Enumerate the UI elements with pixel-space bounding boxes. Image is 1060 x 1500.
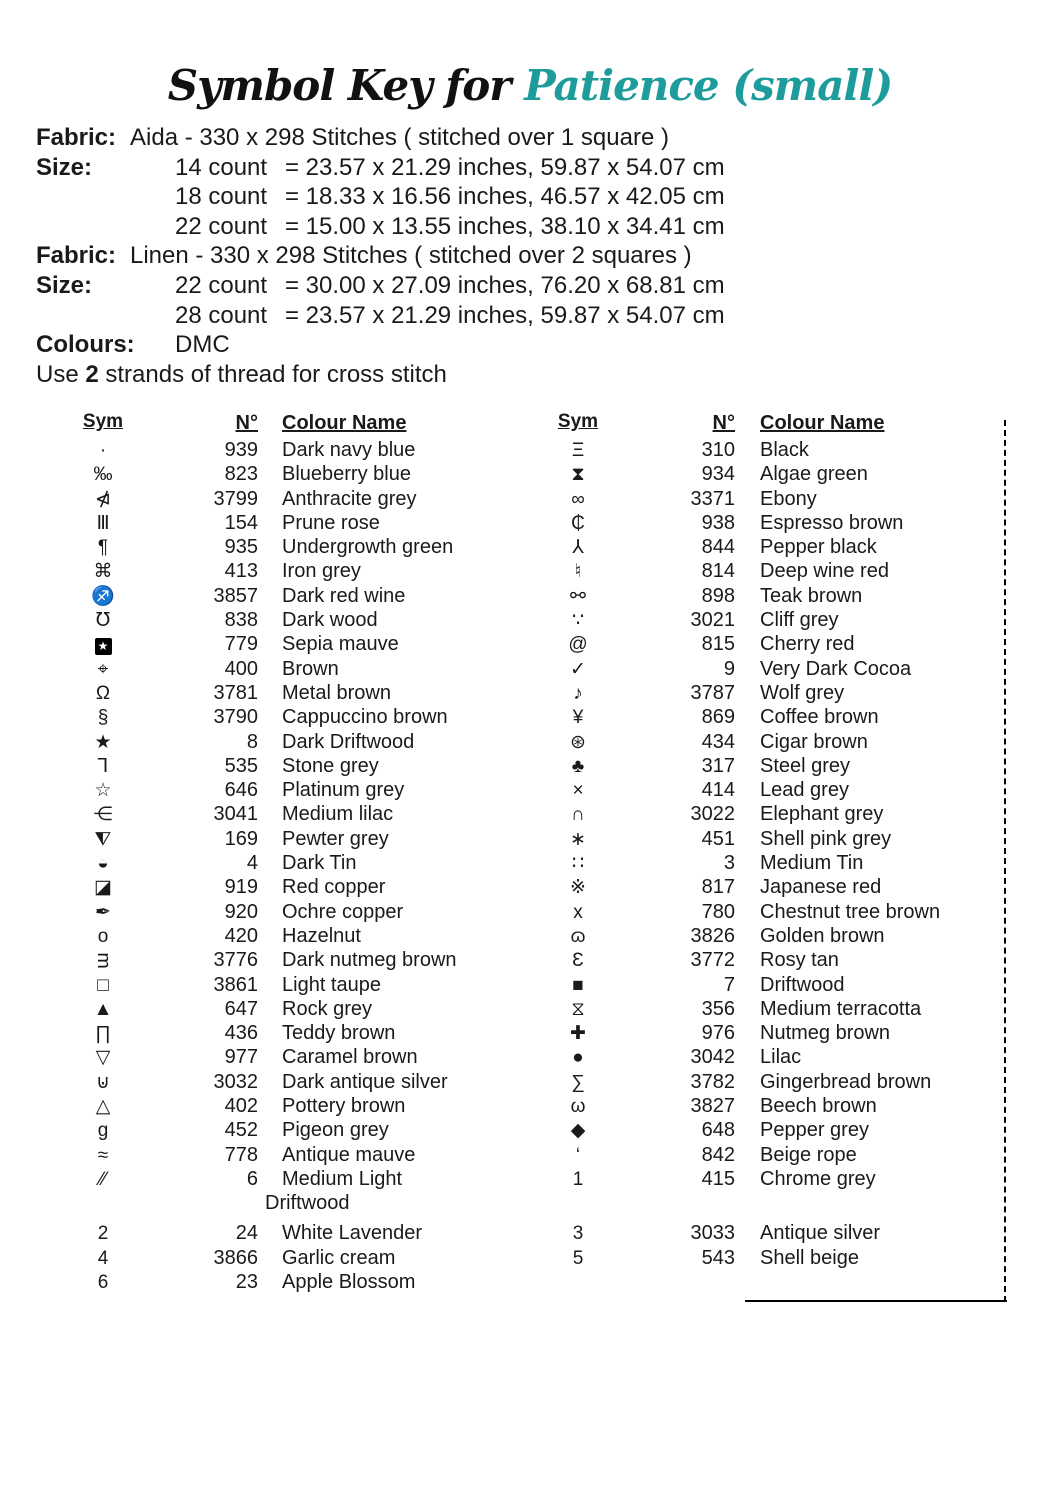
table-row xyxy=(66,511,1060,535)
thread-number: 3790 xyxy=(213,706,258,729)
thread-number: 3782 xyxy=(690,1070,735,1093)
thread-number: 543 xyxy=(701,1246,735,1269)
colour-name: Undergrowth green xyxy=(282,536,454,559)
stitch-symbol: □ xyxy=(97,974,109,996)
header-sym: Sym xyxy=(557,411,599,433)
stitch-symbol: △ xyxy=(95,1096,111,1117)
thread-number: 844 xyxy=(701,536,735,559)
stitch-symbol: ω xyxy=(570,1096,586,1117)
stitch-symbol: ᴟ xyxy=(97,950,109,972)
stitch-symbol: ¥ xyxy=(572,707,584,729)
stitch-symbol: 4 xyxy=(97,1247,109,1269)
stitch-symbol: ★ xyxy=(94,731,112,753)
colour-name: Medium Tin xyxy=(760,852,864,875)
colour-name: Blueberry blue xyxy=(282,463,411,486)
colour-name: Golden brown xyxy=(760,924,885,947)
stitch-symbol: 3 xyxy=(572,1223,584,1245)
colour-name: Light taupe xyxy=(282,973,381,996)
count-value: 28 count xyxy=(175,301,268,329)
page-title xyxy=(0,0,1060,110)
colours-label: Colours: xyxy=(36,331,135,359)
colour-name: Lilac xyxy=(760,1046,802,1069)
table-row xyxy=(66,1094,1060,1118)
table-row xyxy=(66,973,1060,997)
table-row xyxy=(66,463,1060,487)
colour-name: Shell pink grey xyxy=(760,827,892,850)
size-line xyxy=(36,301,1060,331)
thread-number: 815 xyxy=(701,633,735,656)
table-row xyxy=(66,657,1060,681)
colour-name: Gingerbread brown xyxy=(760,1070,932,1093)
colour-name: Pigeon grey xyxy=(282,1119,389,1142)
thread-number: 7 xyxy=(723,973,735,996)
colour-name: Chestnut tree brown xyxy=(760,900,941,923)
thread-number: 3041 xyxy=(213,803,258,826)
colour-name: Iron grey xyxy=(282,560,361,583)
stitch-symbol: ⧨ xyxy=(94,828,112,850)
colour-name: Rock grey xyxy=(282,997,373,1020)
stitch-symbol: ∑ xyxy=(571,1071,585,1093)
stitch-symbol: ♮ xyxy=(574,561,582,583)
colour-name: Lead grey xyxy=(760,779,849,802)
table-row xyxy=(66,1270,1060,1294)
stitch-symbol: ● xyxy=(572,1047,584,1069)
table-row xyxy=(66,681,1060,705)
stitch-symbol: ⚯ xyxy=(570,585,586,607)
stitch-symbol: x xyxy=(573,901,583,923)
thread-number: 3033 xyxy=(690,1222,735,1245)
header-sym: Sym xyxy=(82,411,124,433)
thread-number: 3371 xyxy=(690,487,735,510)
size-label: Size: xyxy=(36,271,93,299)
colour-name: Dark nutmeg brown xyxy=(282,949,457,972)
symbol-key-table xyxy=(66,412,1060,1294)
table-row xyxy=(66,924,1060,948)
thread-number: 3776 xyxy=(213,949,258,972)
colour-name: Sepia mauve xyxy=(282,633,399,656)
fabric-line-linen xyxy=(36,241,1060,271)
stitch-symbol: o xyxy=(97,925,109,947)
size-line xyxy=(36,182,1060,212)
table-row xyxy=(66,997,1060,1021)
thread-number: 434 xyxy=(701,730,735,753)
colour-name: White Lavender xyxy=(282,1222,423,1245)
strands-line: Use 2 strands of thread for cross stitch xyxy=(36,360,447,388)
colour-name: Garlic cream xyxy=(282,1246,396,1269)
header-number: N° xyxy=(712,412,735,435)
thread-number: 814 xyxy=(701,560,735,583)
thread-number: 3042 xyxy=(690,1046,735,1069)
stitch-symbol: ■ xyxy=(572,974,584,996)
table-row xyxy=(66,1119,1060,1143)
thread-number: 780 xyxy=(701,900,735,923)
colour-name: Dark Driftwood xyxy=(282,730,415,753)
fabric-line-aida xyxy=(36,123,1060,153)
colour-name: Pepper black xyxy=(760,536,877,559)
table-row xyxy=(66,1070,1060,1094)
stitch-symbol: ‘ xyxy=(575,1144,581,1166)
thread-number: 3772 xyxy=(690,949,735,972)
header-colour-name: Colour Name xyxy=(760,412,885,435)
stitch-symbol: ≈ xyxy=(97,1144,109,1166)
thread-number: 3032 xyxy=(213,1070,258,1093)
colour-name: Dark red wine xyxy=(282,584,406,607)
colour-name: Cigar brown xyxy=(760,730,868,753)
colour-name: Coffee brown xyxy=(760,706,879,729)
thread-number: 842 xyxy=(701,1143,735,1166)
key-table-rows xyxy=(66,438,1060,1294)
page-title-prefix: Symbol Key for xyxy=(167,61,525,110)
colour-name: Apple Blossom xyxy=(282,1271,416,1294)
colour-name: Shell beige xyxy=(760,1246,859,1269)
stitch-symbol: ✚ xyxy=(570,1023,586,1045)
thread-number: 317 xyxy=(701,754,735,777)
thread-number: 402 xyxy=(224,1095,258,1117)
dimensions-value: = 18.33 x 16.56 inches, 46.57 x 42.05 cm xyxy=(285,183,725,211)
colour-name: Wolf grey xyxy=(760,681,845,704)
stitch-symbol: ‰ xyxy=(93,464,113,486)
stitch-symbol: ▲ xyxy=(93,998,113,1020)
table-bottom-border xyxy=(745,1300,1007,1302)
stitch-symbol: ♪ xyxy=(573,682,583,704)
colour-name: Antique silver xyxy=(760,1222,881,1245)
thread-number: 939 xyxy=(224,438,258,461)
dimensions-value: = 30.00 x 27.09 inches, 76.20 x 68.81 cm xyxy=(285,271,725,299)
colour-name: Metal brown xyxy=(282,681,391,704)
stitch-symbol: g xyxy=(97,1120,109,1142)
table-row xyxy=(66,1046,1060,1070)
thread-number: 3799 xyxy=(213,487,258,510)
thread-number: 400 xyxy=(224,657,258,680)
thread-number: 869 xyxy=(701,706,735,729)
colour-name: Beige rope xyxy=(760,1143,857,1166)
thread-number: 838 xyxy=(224,609,258,632)
thread-number: 356 xyxy=(701,997,735,1020)
size-label: Size: xyxy=(36,153,93,181)
colour-name: Prune rose xyxy=(282,511,380,534)
stitch-symbol: ◒ xyxy=(97,853,109,875)
colour-name: Espresso brown xyxy=(760,511,904,534)
stitch-symbol: ∗ xyxy=(570,828,586,850)
thread-number: 646 xyxy=(224,779,258,802)
thread-number: 3827 xyxy=(690,1095,735,1117)
header-colour-name: Colour Name xyxy=(282,412,407,435)
colour-name: Teak brown xyxy=(760,584,863,607)
table-row xyxy=(66,1143,1060,1167)
stitch-symbol: ☆ xyxy=(94,780,112,802)
size-line xyxy=(36,153,1060,183)
stitch-symbol: ⅄ xyxy=(572,537,584,559)
pattern-info xyxy=(36,123,1060,389)
table-row xyxy=(66,536,1060,560)
thread-number: 919 xyxy=(224,876,258,899)
stitch-symbol: 2 xyxy=(97,1223,109,1245)
stitch-symbol: ♐ xyxy=(91,585,115,607)
stitch-symbol: ♣ xyxy=(571,755,585,777)
colour-name: Driftwood xyxy=(265,1192,350,1215)
stitch-symbol: ✒ xyxy=(95,901,111,923)
colour-name: Deep wine red xyxy=(760,560,889,583)
stitch-symbol: ℧ xyxy=(95,610,111,632)
thread-number: 3857 xyxy=(213,584,258,607)
fabric-value: Linen - 330 x 298 Stitches ( stitched over 2 squares ) xyxy=(130,242,692,270)
table-row xyxy=(66,949,1060,973)
colour-name: Very Dark Cocoa xyxy=(760,657,912,680)
thread-number: 648 xyxy=(701,1119,735,1142)
size-line xyxy=(36,212,1060,242)
thread-number: 3781 xyxy=(213,681,258,704)
thread-number: 920 xyxy=(224,900,258,923)
stitch-symbol: ⁄⁄ xyxy=(99,1168,107,1190)
thread-number: 976 xyxy=(701,1022,735,1045)
stitch-symbol: ⌖ xyxy=(97,658,109,680)
thread-number: 3861 xyxy=(213,973,258,996)
colour-name: Nutmeg brown xyxy=(760,1022,891,1045)
stitch-symbol: ◆ xyxy=(570,1120,586,1142)
stitch-symbol: @ xyxy=(568,634,588,656)
thread-number: 4 xyxy=(246,852,258,875)
thread-number: 823 xyxy=(224,463,258,486)
thread-number: 647 xyxy=(224,997,258,1020)
thread-number: 3787 xyxy=(690,681,735,704)
dimensions-value: = 23.57 x 21.29 inches, 59.87 x 54.07 cm xyxy=(285,301,725,329)
stitch-symbol: ⧗ xyxy=(571,464,585,486)
colour-name: Medium lilac xyxy=(282,803,394,826)
thread-number: 9 xyxy=(723,657,735,680)
thread-number: 3826 xyxy=(690,924,735,947)
colour-name: Platinum grey xyxy=(282,779,405,802)
colour-name: Dark Tin xyxy=(282,852,357,875)
thread-number: 8 xyxy=(246,730,258,753)
colour-name: Ochre copper xyxy=(282,900,404,923)
stitch-symbol: ⋲ xyxy=(93,804,113,826)
table-row xyxy=(66,1021,1060,1045)
table-row xyxy=(66,706,1060,730)
colour-name: Chrome grey xyxy=(760,1167,876,1190)
thread-number: 779 xyxy=(224,633,258,656)
colour-name: Ebony xyxy=(760,487,817,510)
table-header-row xyxy=(66,412,1060,438)
colour-name: Driftwood xyxy=(760,973,845,996)
fabric-value: Aida - 330 x 298 Stitches ( stitched over 1 square ) xyxy=(130,124,669,151)
colour-name: Stone grey xyxy=(282,754,379,777)
stitch-symbol: ⋪ xyxy=(95,488,111,510)
pattern-name: Patience (small) xyxy=(524,61,893,110)
stitch-symbol: Ω xyxy=(95,682,111,704)
colour-name: Pottery brown xyxy=(282,1095,406,1117)
table-row xyxy=(66,1246,1060,1270)
thread-number: 6 xyxy=(246,1167,258,1190)
thread-number: 3 xyxy=(723,852,735,875)
table-row xyxy=(66,803,1060,827)
stitch-symbol: Ⅲ xyxy=(96,512,110,534)
thread-number: 414 xyxy=(701,779,735,802)
colour-name: Beech brown xyxy=(760,1095,877,1117)
fabric-label: Fabric: xyxy=(36,242,117,270)
colour-name: Cherry red xyxy=(760,633,855,656)
thread-number: 413 xyxy=(224,560,258,583)
colour-name: Antique mauve xyxy=(282,1143,416,1166)
colour-name: Red copper xyxy=(282,876,386,899)
size-line xyxy=(36,271,1060,301)
stitch-symbol: ¶ xyxy=(97,537,109,559)
stitch-symbol: ∷ xyxy=(571,853,585,875)
table-row xyxy=(66,730,1060,754)
count-value: 18 count xyxy=(175,183,268,211)
colour-name: Black xyxy=(760,438,809,461)
table-row xyxy=(66,754,1060,778)
thread-number: 3021 xyxy=(690,609,735,632)
colour-name: Dark wood xyxy=(282,609,378,632)
thread-number: 436 xyxy=(224,1022,258,1045)
colour-name: Cappuccino brown xyxy=(282,706,448,729)
table-row xyxy=(66,1167,1060,1191)
table-row xyxy=(66,438,1060,462)
thread-number: 535 xyxy=(224,754,258,777)
thread-number: 452 xyxy=(224,1119,258,1142)
colour-name: Dark antique silver xyxy=(282,1070,448,1093)
boxed-star-symbol: ★ xyxy=(95,638,112,655)
stitch-symbol: § xyxy=(97,707,109,729)
colour-name: Pewter grey xyxy=(282,827,389,850)
stitch-symbol: 6 xyxy=(97,1272,109,1294)
stitch-symbol: ※ xyxy=(570,877,586,899)
fabric-label: Fabric: xyxy=(36,124,117,151)
table-row xyxy=(66,584,1060,608)
table-row xyxy=(66,560,1060,584)
colour-name: Dark navy blue xyxy=(282,438,416,461)
stitch-symbol xyxy=(66,635,140,655)
stitch-symbol: ⅂ xyxy=(97,755,109,777)
thread-number: 24 xyxy=(235,1222,258,1245)
stitch-symbol: ▽ xyxy=(95,1047,111,1069)
thread-number: 154 xyxy=(224,511,258,534)
stitch-symbol: ɷ xyxy=(570,925,586,947)
table-row xyxy=(66,900,1060,924)
stitch-symbol: ✓ xyxy=(570,658,586,680)
colour-name: Cliff grey xyxy=(760,609,839,632)
colour-name: Medium terracotta xyxy=(760,997,922,1020)
colour-name: Japanese red xyxy=(760,876,882,899)
table-row xyxy=(66,633,1060,657)
colour-name: Teddy brown xyxy=(282,1022,396,1045)
dimensions-value: = 23.57 x 21.29 inches, 59.87 x 54.07 cm xyxy=(285,153,725,181)
table-row xyxy=(66,1192,1060,1216)
thread-number: 938 xyxy=(701,511,735,534)
table-row xyxy=(66,876,1060,900)
stitch-symbol: ∵ xyxy=(571,610,585,632)
count-value: 22 count xyxy=(175,212,268,240)
stitch-symbol: ⊛ xyxy=(570,731,586,753)
stitch-symbol: ◪ xyxy=(94,877,112,899)
thread-number: 817 xyxy=(701,876,735,899)
stitch-symbol: ₵ xyxy=(571,512,585,534)
stitch-symbol: ∩ xyxy=(571,804,585,826)
stitch-symbol: × xyxy=(572,780,584,802)
stitch-symbol: ∏ xyxy=(95,1023,111,1045)
colour-name: Steel grey xyxy=(760,754,851,777)
stitch-symbol: Ɛ xyxy=(572,950,584,972)
table-row xyxy=(66,1222,1060,1246)
stitch-symbol: ⊍ xyxy=(96,1071,110,1093)
colour-name: Caramel brown xyxy=(282,1046,418,1069)
colours-line xyxy=(36,330,1060,360)
table-row xyxy=(66,779,1060,803)
table-right-border xyxy=(1004,420,1006,1302)
thread-number: 934 xyxy=(701,463,735,486)
stitch-symbol: 5 xyxy=(572,1247,584,1269)
thread-number: 169 xyxy=(224,827,258,850)
header-number: N° xyxy=(235,412,258,435)
colour-name: Anthracite grey xyxy=(282,487,417,510)
colour-name: Rosy tan xyxy=(760,949,839,972)
stitch-symbol: ⧖ xyxy=(571,998,585,1020)
table-row xyxy=(66,608,1060,632)
thread-number: 310 xyxy=(701,438,735,461)
dimensions-value: = 15.00 x 13.55 inches, 38.10 x 34.41 cm xyxy=(285,212,725,240)
stitch-symbol: · xyxy=(99,439,107,461)
table-row xyxy=(66,487,1060,511)
thread-number: 778 xyxy=(224,1143,258,1166)
colours-value: DMC xyxy=(175,331,230,359)
thread-number: 977 xyxy=(224,1046,258,1069)
colour-name: Elephant grey xyxy=(760,803,884,826)
colour-name: Hazelnut xyxy=(282,924,361,947)
count-value: 22 count xyxy=(175,271,268,299)
table-row xyxy=(66,851,1060,875)
thread-number: 451 xyxy=(701,827,735,850)
thread-number: 420 xyxy=(224,924,258,947)
thread-number: 3022 xyxy=(690,803,735,826)
strands-count: 2 xyxy=(85,360,99,388)
colour-name: Pepper grey xyxy=(760,1119,869,1142)
thread-number: 898 xyxy=(701,584,735,607)
colour-name: Medium Light xyxy=(282,1167,403,1190)
colour-name: Brown xyxy=(282,657,339,680)
count-value: 14 count xyxy=(175,153,268,181)
stitch-symbol: ∞ xyxy=(571,488,585,510)
stitch-symbol: ⌘ xyxy=(93,561,113,583)
colour-name: Algae green xyxy=(760,463,868,486)
thread-number: 3866 xyxy=(213,1246,258,1269)
thread-number: 415 xyxy=(701,1167,735,1190)
thread-number: 23 xyxy=(235,1271,258,1294)
stitch-symbol: Ξ xyxy=(571,439,585,461)
thread-number: 935 xyxy=(224,536,258,559)
table-row xyxy=(66,827,1060,851)
stitch-symbol: 1 xyxy=(572,1168,584,1190)
